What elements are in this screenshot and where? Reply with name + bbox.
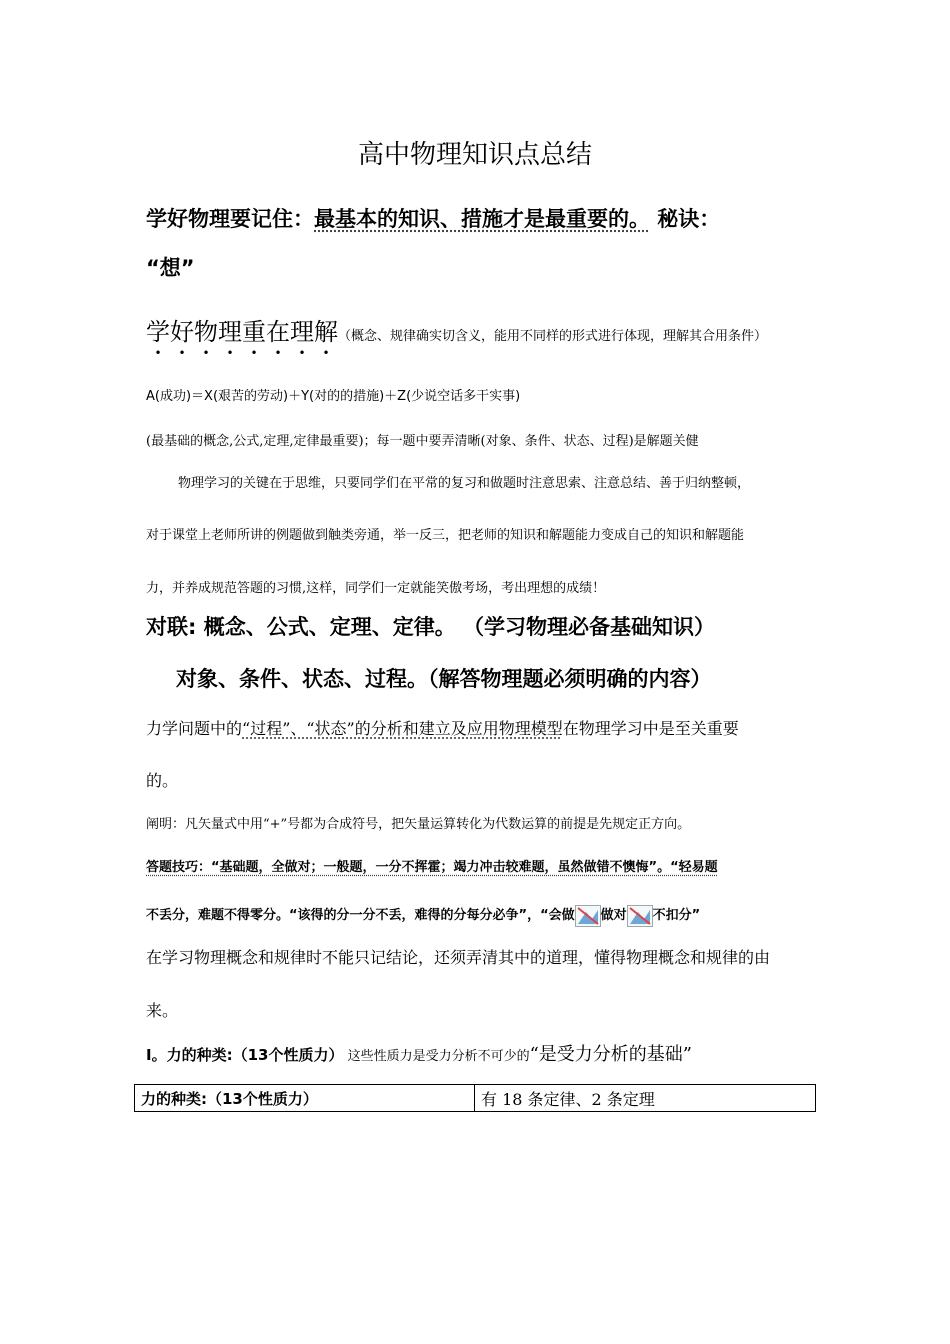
tips-line-1: 答题技巧：“基础题，全做对；一般题，一分不挥霍；竭力冲击较难题，虽然做错不懊悔”。“轻易题	[146, 860, 718, 875]
table-cell-right: 有 18 条定律、2 条定理	[475, 1085, 816, 1112]
understand-heading: 学好物理重在理解	[146, 318, 338, 346]
section-heading-label: I。力的种类:（13个性质力）	[146, 1046, 344, 1064]
key-line-emphasis: 最基本的知识、措施才是最重要的。	[314, 207, 650, 231]
basics-line: (最基础的概念,公式,定理,定律最重要)；每一题中要弄清晰(对象、条件、状态、过程)是解题关健	[146, 434, 699, 449]
tips-line-2-tail: 不扣分”	[652, 908, 701, 923]
section-heading	[146, 1040, 692, 1066]
mechanics-line	[146, 716, 739, 739]
force-table	[134, 1084, 816, 1112]
mechanics-lead: 力学问题中的	[146, 719, 243, 738]
para-line-2: 对于课堂上老师所讲的例题做到触类旁通，举一反三，把老师的知识和解题能力变成自己的知识和解题能	[146, 528, 745, 543]
tips-line-2	[146, 904, 700, 927]
key-line-lead: 学好物理要记住：	[146, 207, 314, 231]
table-row	[135, 1085, 816, 1112]
couplet-lower: 对象、条件、状态、过程。（解答物理题必须明确的内容）	[176, 667, 712, 691]
key-line-secret: 秘诀：	[650, 207, 721, 231]
understand-line	[146, 312, 767, 360]
secret-word: “想”	[146, 256, 195, 280]
mechanics-line-end: 的。	[146, 771, 179, 790]
broken-image-icon-2	[627, 905, 653, 927]
understand-note: （概念、规律确实切含义，能用不同样的形式进行体现，理解其合用条件）	[338, 329, 768, 344]
mechanics-tail: 在物理学习中是至关重要	[562, 719, 739, 738]
page-title: 高中物理知识点总结	[357, 140, 592, 170]
broken-image-icon	[575, 905, 601, 927]
success-formula: A(成功)＝X(艰苦的劳动)＋Y(对的的措施)＋Z(少说空话多干实事)	[146, 389, 521, 404]
section-heading-quote: “是受力分析的基础”	[529, 1044, 693, 1065]
couplet-upper: 对联: 概念、公式、定理、定律。 （学习物理必备基础知识）	[146, 615, 716, 639]
mechanics-emphasis: “过程”、“状态”的分析和建立及应用物理模型	[242, 719, 563, 738]
tips-line-2-mid: 做对	[600, 908, 627, 923]
key-line	[146, 203, 720, 233]
table-cell-left: 力的种类:（13个性质力）	[135, 1085, 475, 1112]
concept-line-2: 来。	[146, 1001, 179, 1020]
para-line-3: 力，并养成规范答题的习惯,这样，同学们一定就能笑傲考场，考出理想的成绩！	[146, 581, 606, 596]
section-heading-note: 这些性质力是受力分析不可少的	[343, 1049, 530, 1064]
vector-note: 阐明：凡矢量式中用“+”号都为合成符号，把矢量运算转化为代数运算的前提是先规定正方向。	[146, 817, 691, 832]
concept-line-1: 在学习物理概念和规律时不能只记结论，还须弄清其中的道理，懂得物理概念和规律的由	[146, 948, 771, 967]
tips-line-2-lead: 不丢分，难题不得零分。“该得的分一分不丢，难得的分每分必争”，“会做	[146, 908, 575, 923]
para-line-1: 物理学习的关键在于思维，只要同学们在平常的复习和做题时注意思索、注意总结、善于归纳整顿，	[178, 476, 751, 491]
